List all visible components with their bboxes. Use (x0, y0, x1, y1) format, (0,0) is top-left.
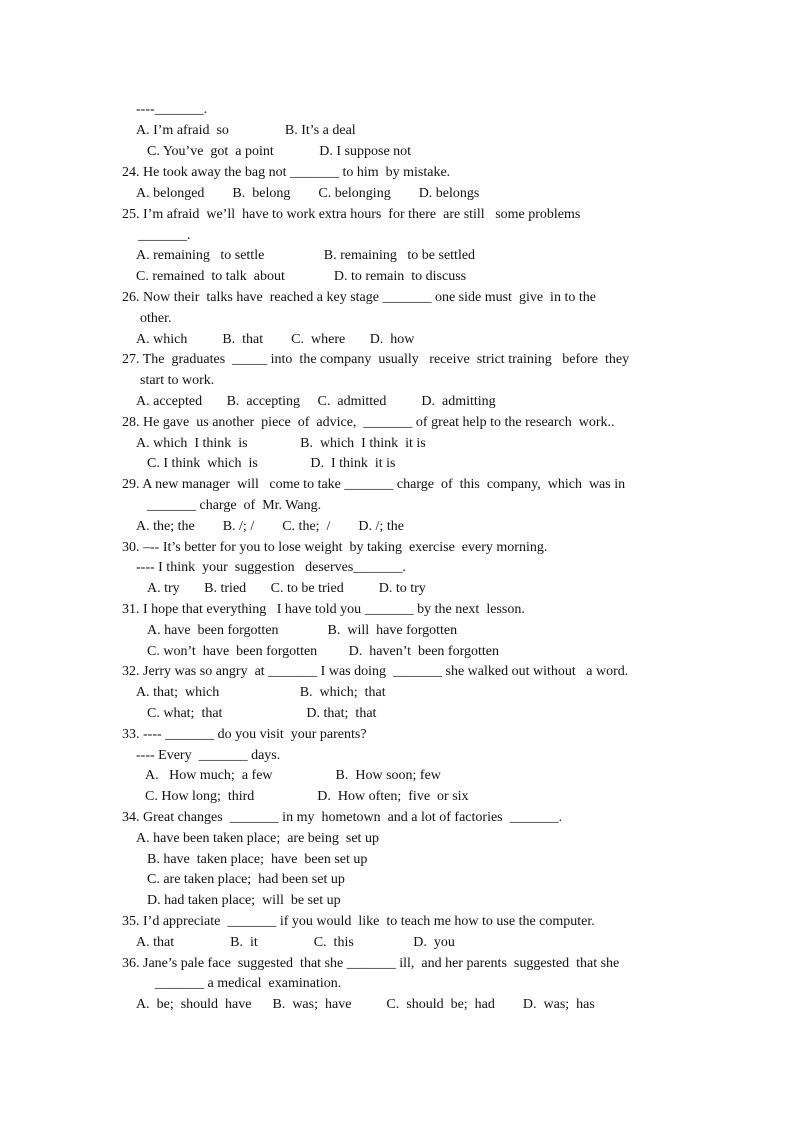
question-27: 27. The graduates _____ into the company usually receive strict training before they (122, 352, 630, 367)
option-34-a: A. have been taken place; are being set up (136, 831, 379, 846)
question-34: 34. Great changes _______ in my hometown and a lot of factories _______. (122, 810, 563, 825)
question-35: 35. I’d appreciate _______ if you would like to teach me how to use the computer. (122, 914, 595, 929)
options-33-c-d: C. How long; third D. How often; five or six (145, 789, 469, 804)
question-25-cont: _______. (138, 228, 191, 243)
options-28-a-b: A. which I think is B. which I think it is (136, 436, 426, 451)
question-33: 33. ---- _______ do you visit your parents? (122, 727, 367, 742)
options-28-c-d: C. I think which is D. I think it is (147, 456, 396, 471)
question-28: 28. He gave us another piece of advice, _______ of great help to the research work.. (122, 415, 615, 430)
question-24: 24. He took away the bag not _______ to him by mistake. (122, 165, 451, 180)
options-23-a-b: A. I’m afraid so B. It’s a deal (136, 123, 356, 138)
options-36: A. be; should have B. was; have C. should be; had D. was; has (136, 997, 595, 1012)
option-34-d: D. had taken place; will be set up (147, 893, 341, 908)
question-29-cont: _______ charge of Mr. Wang. (147, 498, 322, 513)
options-29: A. the; the B. /; / C. the; / D. /; the (136, 519, 404, 534)
answer-line-23: ----_______. (136, 102, 208, 117)
question-31: 31. I hope that everything I have told you _______ by the next lesson. (122, 602, 525, 617)
question-27-cont: start to work. (140, 373, 215, 388)
option-34-b: B. have taken place; have been set up (147, 852, 368, 867)
options-30: A. try B. tried C. to be tried D. to try (147, 581, 426, 596)
options-32-c-d: C. what; that D. that; that (147, 706, 377, 721)
options-25-c-d: C. remained to talk about D. to remain to discuss (136, 269, 467, 284)
options-24: A. belonged B. belong C. belonging D. belongs (136, 186, 480, 201)
options-35: A. that B. it C. this D. you (136, 935, 455, 950)
options-27: A. accepted B. accepting C. admitted D. admitting (136, 394, 496, 409)
options-33-a-b: A. How much; a few B. How soon; few (145, 768, 441, 783)
options-31-a-b: A. have been forgotten B. will have forgotten (147, 623, 458, 638)
options-23-c-d: C. You’ve got a point D. I suppose not (147, 144, 412, 159)
question-25: 25. I’m afraid we’ll have to work extra hours for there are still some problems (122, 207, 581, 222)
options-32-a-b: A. that; which B. which; that (136, 685, 386, 700)
question-36-cont: _______ a medical examination. (155, 976, 342, 991)
question-26-cont: other. (140, 311, 172, 326)
options-25-a-b: A. remaining to settle B. remaining to be settled (136, 248, 476, 263)
options-26: A. which B. that C. where D. how (136, 332, 415, 347)
question-33-reply: ---- Every _______ days. (136, 748, 281, 763)
question-36: 36. Jane’s pale face suggested that she _______ ill, and her parents suggested that she (122, 956, 620, 971)
question-29: 29. A new manager will come to take _______ charge of this company, which was in (122, 477, 626, 492)
question-30: 30. –-- It’s better for you to lose weight by taking exercise every morning. (122, 540, 548, 555)
question-30-reply: ---- I think your suggestion deserves_______. (136, 560, 406, 575)
question-26: 26. Now their talks have reached a key stage _______ one side must give in to the (122, 290, 596, 305)
question-32: 32. Jerry was so angry at _______ I was doing _______ she walked out without a word. (122, 664, 629, 679)
options-31-c-d: C. won’t have been forgotten D. haven’t been forgotten (147, 644, 499, 659)
option-34-c: C. are taken place; had been set up (147, 872, 345, 887)
